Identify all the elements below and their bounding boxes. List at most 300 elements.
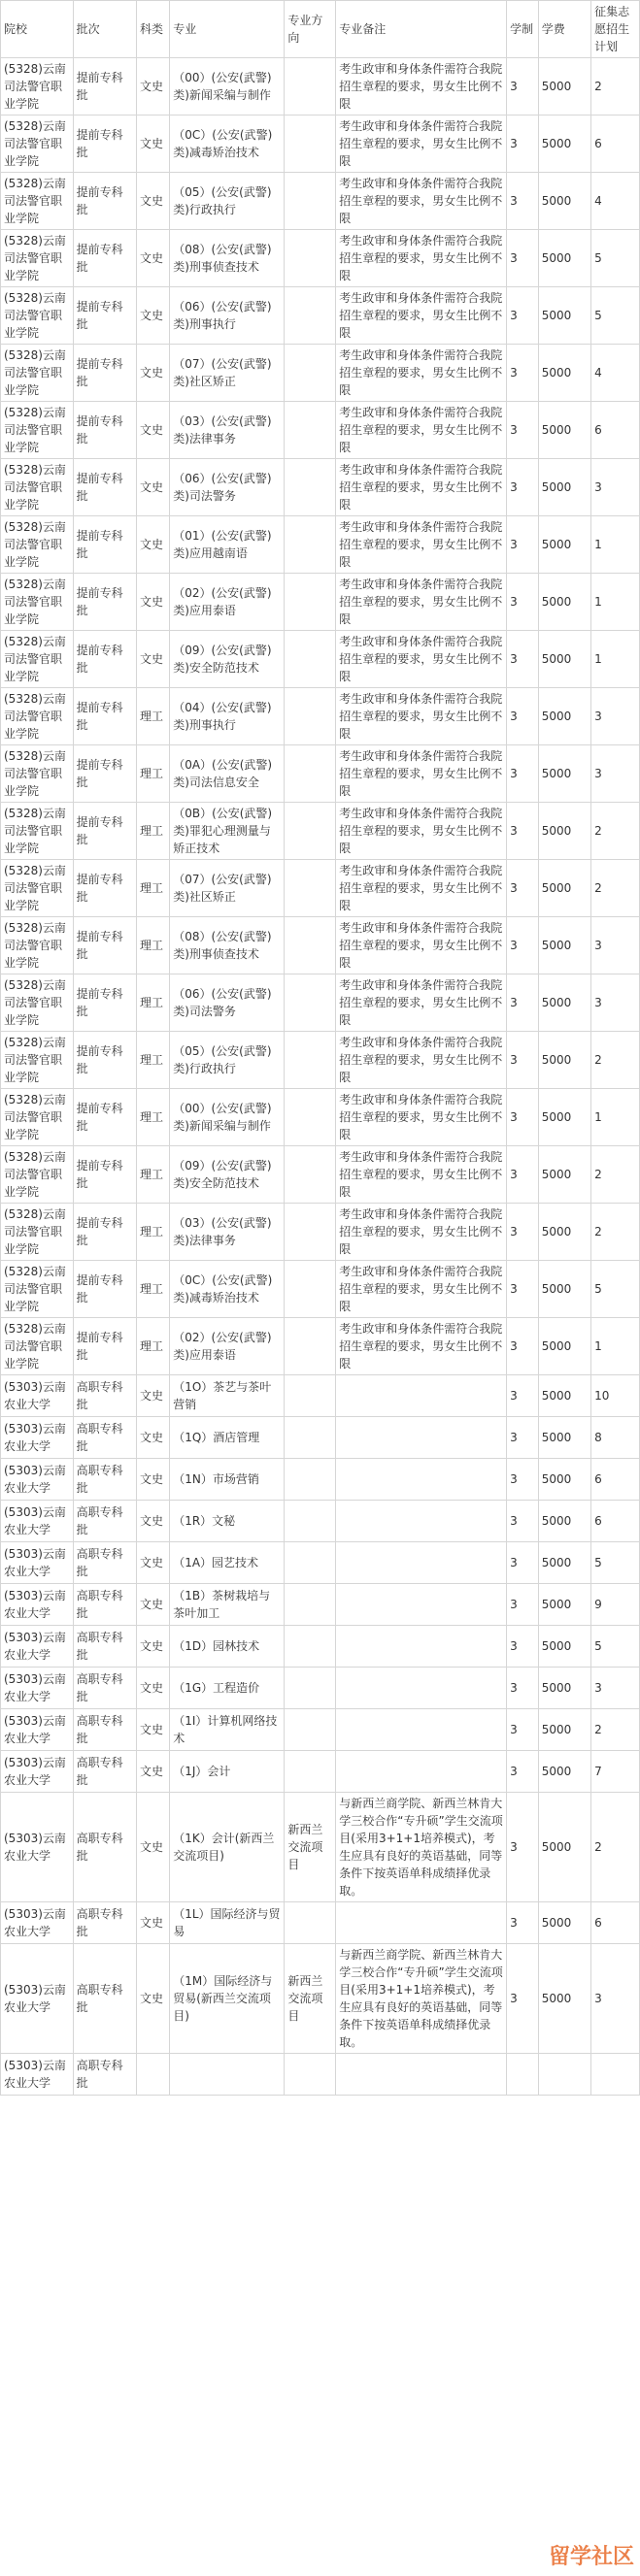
cell-batch: 高职专科批 <box>73 1709 136 1751</box>
cell-category: 理工 <box>136 745 169 803</box>
cell-remark: 考生政审和身体条件需符合我院招生章程的要求，男女生比例不限 <box>336 860 507 917</box>
cell-category: 文史 <box>136 1902 169 1944</box>
cell-duration: 3 <box>507 1709 539 1751</box>
cell-school: (5328)云南司法警官职业学院 <box>1 345 74 402</box>
cell-remark <box>336 1459 507 1501</box>
cell-major: （09）(公安(武警)类)安全防范技术 <box>170 631 285 688</box>
cell-duration: 3 <box>507 631 539 688</box>
header-duration: 学制 <box>507 1 539 58</box>
cell-remark <box>336 1501 507 1542</box>
cell-major: （1L）国际经济与贸易 <box>170 1902 285 1944</box>
cell-duration: 3 <box>507 1459 539 1501</box>
header-direction: 专业方向 <box>285 1 336 58</box>
cell-remark <box>336 1709 507 1751</box>
cell-remark <box>336 1375 507 1417</box>
cell-duration: 3 <box>507 974 539 1032</box>
cell-remark: 与新西兰商学院、新西兰林肯大学三校合作“专升硕”学生交流项目(采用3+1+1培养模式)，考生应具有良好的英语基础，同等条件下按英语单科成绩择优录取。 <box>336 1793 507 1902</box>
table-row <box>1 1542 640 1584</box>
cell-quota: 3 <box>591 688 640 745</box>
cell-tuition: 5000 <box>538 402 590 459</box>
table-row <box>1 1668 640 1709</box>
cell-direction <box>285 2054 336 2096</box>
cell-batch: 提前专科批 <box>73 459 136 516</box>
cell-duration: 3 <box>507 1261 539 1318</box>
cell-tuition: 5000 <box>538 1668 590 1709</box>
cell-category: 文史 <box>136 230 169 287</box>
cell-remark: 考生政审和身体条件需符合我院招生章程的要求，男女生比例不限 <box>336 745 507 803</box>
cell-direction <box>285 1668 336 1709</box>
cell-category: 文史 <box>136 1751 169 1793</box>
cell-major: （1I）计算机网络技术 <box>170 1709 285 1751</box>
cell-remark: 与新西兰商学院、新西兰林肯大学三校合作“专升硕”学生交流项目(采用3+1+1培养模式)，考生应具有良好的英语基础，同等条件下按英语单科成绩择优录取。 <box>336 1944 507 2054</box>
cell-tuition: 5000 <box>538 1584 590 1626</box>
cell-tuition: 5000 <box>538 1032 590 1089</box>
cell-category: 文史 <box>136 1709 169 1751</box>
cell-duration: 3 <box>507 1668 539 1709</box>
cell-remark: 考生政审和身体条件需符合我院招生章程的要求，男女生比例不限 <box>336 1318 507 1375</box>
cell-quota: 3 <box>591 745 640 803</box>
cell-school: (5328)云南司法警官职业学院 <box>1 1032 74 1089</box>
header-tuition: 学费 <box>538 1 590 58</box>
cell-duration: 3 <box>507 287 539 345</box>
cell-major: （1N）市场营销 <box>170 1459 285 1501</box>
cell-major: （0A）(公安(武警)类)司法信息安全 <box>170 745 285 803</box>
cell-major: （01）(公安(武警)类)应用越南语 <box>170 516 285 574</box>
cell-tuition: 5000 <box>538 1793 590 1902</box>
cell-school: (5303)云南农业大学 <box>1 1751 74 1793</box>
cell-tuition: 5000 <box>538 745 590 803</box>
cell-remark: 考生政审和身体条件需符合我院招生章程的要求，男女生比例不限 <box>336 574 507 631</box>
cell-direction <box>285 58 336 116</box>
cell-remark: 考生政审和身体条件需符合我院招生章程的要求，男女生比例不限 <box>336 230 507 287</box>
table-row <box>1 1709 640 1751</box>
cell-remark: 考生政审和身体条件需符合我院招生章程的要求，男女生比例不限 <box>336 345 507 402</box>
cell-school: (5328)云南司法警官职业学院 <box>1 116 74 173</box>
cell-duration: 3 <box>507 574 539 631</box>
cell-major: （05）(公安(武警)类)行政执行 <box>170 173 285 230</box>
cell-tuition: 5000 <box>538 1626 590 1668</box>
cell-major: （1M）国际经济与贸易(新西兰交流项目) <box>170 1944 285 2054</box>
cell-category: 理工 <box>136 1032 169 1089</box>
cell-category: 理工 <box>136 803 169 860</box>
table-row <box>1 1584 640 1626</box>
cell-batch: 提前专科批 <box>73 860 136 917</box>
cell-batch: 提前专科批 <box>73 1089 136 1146</box>
table-row <box>1 402 640 459</box>
cell-school: (5303)云南农业大学 <box>1 1542 74 1584</box>
cell-school: (5303)云南农业大学 <box>1 1459 74 1501</box>
cell-tuition: 5000 <box>538 1204 590 1261</box>
cell-remark <box>336 1751 507 1793</box>
header-quota: 征集志愿招生计划 <box>591 1 640 58</box>
cell-quota: 1 <box>591 1318 640 1375</box>
cell-major: （1Q）酒店管理 <box>170 1417 285 1459</box>
cell-batch: 提前专科批 <box>73 1318 136 1375</box>
cell-major: （0C）(公安(武警)类)减毒矫治技术 <box>170 1261 285 1318</box>
cell-remark <box>336 1417 507 1459</box>
cell-duration: 3 <box>507 1146 539 1204</box>
cell-tuition: 5000 <box>538 1542 590 1584</box>
cell-batch: 提前专科批 <box>73 1032 136 1089</box>
table-row <box>1 745 640 803</box>
cell-quota: 2 <box>591 1032 640 1089</box>
cell-major: （1G）工程造价 <box>170 1668 285 1709</box>
cell-remark: 考生政审和身体条件需符合我院招生章程的要求，男女生比例不限 <box>336 1146 507 1204</box>
cell-batch: 高职专科批 <box>73 1584 136 1626</box>
cell-direction <box>285 631 336 688</box>
cell-school: (5303)云南农业大学 <box>1 2054 74 2096</box>
cell-quota: 5 <box>591 1626 640 1668</box>
table-row <box>1 116 640 173</box>
cell-quota: 5 <box>591 1261 640 1318</box>
cell-category: 文史 <box>136 1626 169 1668</box>
cell-quota: 8 <box>591 1417 640 1459</box>
cell-tuition: 5000 <box>538 1318 590 1375</box>
cell-school: (5303)云南农业大学 <box>1 1626 74 1668</box>
cell-remark: 考生政审和身体条件需符合我院招生章程的要求，男女生比例不限 <box>336 287 507 345</box>
cell-tuition: 5000 <box>538 345 590 402</box>
cell-duration: 3 <box>507 1793 539 1902</box>
cell-category <box>136 2054 169 2096</box>
cell-batch: 提前专科批 <box>73 58 136 116</box>
cell-tuition: 5000 <box>538 58 590 116</box>
cell-remark <box>336 1668 507 1709</box>
cell-category: 文史 <box>136 1668 169 1709</box>
cell-category: 理工 <box>136 860 169 917</box>
cell-batch: 高职专科批 <box>73 1542 136 1584</box>
cell-school: (5303)云南农业大学 <box>1 1501 74 1542</box>
table-row <box>1 1944 640 2054</box>
table-row <box>1 1318 640 1375</box>
table-row <box>1 459 640 516</box>
table-row <box>1 516 640 574</box>
cell-direction <box>285 116 336 173</box>
cell-direction <box>285 860 336 917</box>
table-row <box>1 2054 640 2096</box>
cell-duration: 3 <box>507 1944 539 2054</box>
cell-batch: 提前专科批 <box>73 1204 136 1261</box>
cell-remark <box>336 1902 507 1944</box>
cell-tuition: 5000 <box>538 1944 590 2054</box>
cell-school: (5328)云南司法警官职业学院 <box>1 58 74 116</box>
cell-category: 文史 <box>136 116 169 173</box>
table-row <box>1 1261 640 1318</box>
cell-school: (5328)云南司法警官职业学院 <box>1 860 74 917</box>
cell-quota: 9 <box>591 1584 640 1626</box>
table-row <box>1 860 640 917</box>
cell-duration: 3 <box>507 58 539 116</box>
cell-quota: 1 <box>591 516 640 574</box>
cell-category: 理工 <box>136 974 169 1032</box>
cell-category: 理工 <box>136 1146 169 1204</box>
table-row <box>1 230 640 287</box>
cell-quota: 6 <box>591 402 640 459</box>
cell-batch: 高职专科批 <box>73 1944 136 2054</box>
cell-school: (5303)云南农业大学 <box>1 1417 74 1459</box>
cell-tuition: 5000 <box>538 1417 590 1459</box>
cell-major: （06）(公安(武警)类)司法警务 <box>170 459 285 516</box>
cell-school: (5328)云南司法警官职业学院 <box>1 688 74 745</box>
cell-duration: 3 <box>507 860 539 917</box>
cell-tuition: 5000 <box>538 860 590 917</box>
cell-quota: 5 <box>591 1542 640 1584</box>
cell-category: 理工 <box>136 688 169 745</box>
cell-major: （1B）茶树栽培与茶叶加工 <box>170 1584 285 1626</box>
cell-remark <box>336 1626 507 1668</box>
cell-category: 文史 <box>136 631 169 688</box>
cell-remark <box>336 1584 507 1626</box>
cell-direction <box>285 917 336 974</box>
table-row <box>1 1459 640 1501</box>
cell-school: (5303)云南农业大学 <box>1 1375 74 1417</box>
cell-quota: 2 <box>591 1204 640 1261</box>
cell-batch: 高职专科批 <box>73 1793 136 1902</box>
cell-category: 文史 <box>136 173 169 230</box>
cell-tuition: 5000 <box>538 917 590 974</box>
cell-remark: 考生政审和身体条件需符合我院招生章程的要求，男女生比例不限 <box>336 516 507 574</box>
cell-tuition: 5000 <box>538 230 590 287</box>
cell-major: （0B）(公安(武警)类)罪犯心理测量与矫正技术 <box>170 803 285 860</box>
cell-remark <box>336 2054 507 2096</box>
cell-remark: 考生政审和身体条件需符合我院招生章程的要求，男女生比例不限 <box>336 1261 507 1318</box>
cell-major: （1R）文秘 <box>170 1501 285 1542</box>
cell-tuition <box>538 2054 590 2096</box>
cell-batch: 高职专科批 <box>73 1459 136 1501</box>
cell-direction <box>285 803 336 860</box>
cell-direction <box>285 1204 336 1261</box>
cell-category: 文史 <box>136 1944 169 2054</box>
cell-duration: 3 <box>507 1318 539 1375</box>
cell-tuition: 5000 <box>538 1146 590 1204</box>
cell-school: (5328)云南司法警官职业学院 <box>1 1318 74 1375</box>
cell-duration: 3 <box>507 1501 539 1542</box>
cell-batch: 提前专科批 <box>73 287 136 345</box>
cell-remark: 考生政审和身体条件需符合我院招生章程的要求，男女生比例不限 <box>336 1089 507 1146</box>
cell-direction <box>285 402 336 459</box>
table-row <box>1 287 640 345</box>
cell-quota: 2 <box>591 58 640 116</box>
header-major: 专业 <box>170 1 285 58</box>
cell-direction <box>285 1459 336 1501</box>
table-row <box>1 1793 640 1902</box>
cell-remark: 考生政审和身体条件需符合我院招生章程的要求，男女生比例不限 <box>336 631 507 688</box>
cell-category: 文史 <box>136 459 169 516</box>
cell-major: （00）(公安(武警)类)新闻采编与制作 <box>170 1089 285 1146</box>
cell-category: 文史 <box>136 1542 169 1584</box>
cell-school: (5328)云南司法警官职业学院 <box>1 745 74 803</box>
cell-remark: 考生政审和身体条件需符合我院招生章程的要求，男女生比例不限 <box>336 917 507 974</box>
table-row <box>1 1902 640 1944</box>
cell-quota: 10 <box>591 1375 640 1417</box>
cell-remark: 考生政审和身体条件需符合我院招生章程的要求，男女生比例不限 <box>336 58 507 116</box>
cell-school: (5328)云南司法警官职业学院 <box>1 287 74 345</box>
cell-category: 文史 <box>136 1417 169 1459</box>
cell-tuition: 5000 <box>538 1709 590 1751</box>
cell-direction <box>285 1318 336 1375</box>
cell-major: （1J）会计 <box>170 1751 285 1793</box>
cell-school: (5328)云南司法警官职业学院 <box>1 1204 74 1261</box>
cell-tuition: 5000 <box>538 574 590 631</box>
cell-direction <box>285 1542 336 1584</box>
cell-duration <box>507 2054 539 2096</box>
table-row <box>1 173 640 230</box>
cell-batch: 提前专科批 <box>73 402 136 459</box>
cell-quota: 1 <box>591 1089 640 1146</box>
cell-direction <box>285 1709 336 1751</box>
cell-direction <box>285 459 336 516</box>
cell-direction <box>285 1146 336 1204</box>
cell-tuition: 5000 <box>538 1501 590 1542</box>
cell-duration: 3 <box>507 1902 539 1944</box>
cell-duration: 3 <box>507 1089 539 1146</box>
cell-quota: 2 <box>591 1146 640 1204</box>
cell-direction <box>285 688 336 745</box>
cell-duration: 3 <box>507 1751 539 1793</box>
cell-category: 理工 <box>136 917 169 974</box>
cell-batch: 提前专科批 <box>73 1261 136 1318</box>
cell-direction <box>285 1751 336 1793</box>
cell-tuition: 5000 <box>538 459 590 516</box>
table-row <box>1 688 640 745</box>
cell-batch: 高职专科批 <box>73 1668 136 1709</box>
cell-quota: 3 <box>591 1668 640 1709</box>
cell-direction <box>285 1261 336 1318</box>
header-batch: 批次 <box>73 1 136 58</box>
cell-batch: 提前专科批 <box>73 745 136 803</box>
cell-major <box>170 2054 285 2096</box>
cell-category: 文史 <box>136 516 169 574</box>
table-body <box>1 58 640 2096</box>
cell-major: （1K）会计(新西兰交流项目) <box>170 1793 285 1902</box>
cell-major: （03）(公安(武警)类)法律事务 <box>170 1204 285 1261</box>
cell-quota: 3 <box>591 459 640 516</box>
cell-major: （07）(公安(武警)类)社区矫正 <box>170 345 285 402</box>
cell-quota: 2 <box>591 1793 640 1902</box>
cell-category: 文史 <box>136 345 169 402</box>
cell-batch: 高职专科批 <box>73 2054 136 2096</box>
cell-duration: 3 <box>507 116 539 173</box>
cell-category: 文史 <box>136 1375 169 1417</box>
table-row <box>1 1626 640 1668</box>
cell-batch: 提前专科批 <box>73 574 136 631</box>
cell-category: 文史 <box>136 1459 169 1501</box>
cell-school: (5303)云南农业大学 <box>1 1902 74 1944</box>
cell-school: (5303)云南农业大学 <box>1 1584 74 1626</box>
cell-direction <box>285 516 336 574</box>
cell-tuition: 5000 <box>538 1751 590 1793</box>
cell-category: 文史 <box>136 1793 169 1902</box>
cell-major: （08）(公安(武警)类)刑事侦查技术 <box>170 917 285 974</box>
cell-remark: 考生政审和身体条件需符合我院招生章程的要求，男女生比例不限 <box>336 688 507 745</box>
cell-tuition: 5000 <box>538 116 590 173</box>
cell-category: 理工 <box>136 1318 169 1375</box>
cell-direction <box>285 574 336 631</box>
cell-tuition: 5000 <box>538 974 590 1032</box>
cell-category: 文史 <box>136 1584 169 1626</box>
cell-major: （02）(公安(武警)类)应用泰语 <box>170 1318 285 1375</box>
cell-school: (5328)云南司法警官职业学院 <box>1 459 74 516</box>
cell-school: (5328)云南司法警官职业学院 <box>1 173 74 230</box>
cell-direction <box>285 1902 336 1944</box>
cell-duration: 3 <box>507 688 539 745</box>
cell-school: (5303)云南农业大学 <box>1 1668 74 1709</box>
cell-batch: 高职专科批 <box>73 1902 136 1944</box>
cell-tuition: 5000 <box>538 688 590 745</box>
cell-tuition: 5000 <box>538 1459 590 1501</box>
cell-duration: 3 <box>507 917 539 974</box>
cell-quota: 3 <box>591 917 640 974</box>
cell-tuition: 5000 <box>538 287 590 345</box>
table-row <box>1 345 640 402</box>
cell-quota: 6 <box>591 1459 640 1501</box>
cell-school: (5328)云南司法警官职业学院 <box>1 803 74 860</box>
cell-major: （1A）园艺技术 <box>170 1542 285 1584</box>
cell-major: （06）(公安(武警)类)刑事执行 <box>170 287 285 345</box>
cell-quota: 4 <box>591 173 640 230</box>
cell-school: (5303)云南农业大学 <box>1 1709 74 1751</box>
cell-school: (5328)云南司法警官职业学院 <box>1 516 74 574</box>
cell-major: （1D）园林技术 <box>170 1626 285 1668</box>
cell-tuition: 5000 <box>538 516 590 574</box>
cell-direction <box>285 1032 336 1089</box>
cell-duration: 3 <box>507 1204 539 1261</box>
cell-duration: 3 <box>507 345 539 402</box>
cell-batch: 提前专科批 <box>73 173 136 230</box>
cell-duration: 3 <box>507 1626 539 1668</box>
cell-duration: 3 <box>507 402 539 459</box>
cell-duration: 3 <box>507 1542 539 1584</box>
cell-direction <box>285 287 336 345</box>
cell-direction <box>285 974 336 1032</box>
cell-category: 文史 <box>136 402 169 459</box>
header-category: 科类 <box>136 1 169 58</box>
cell-remark: 考生政审和身体条件需符合我院招生章程的要求，男女生比例不限 <box>336 116 507 173</box>
cell-remark: 考生政审和身体条件需符合我院招生章程的要求，男女生比例不限 <box>336 459 507 516</box>
cell-direction <box>285 1584 336 1626</box>
cell-quota: 4 <box>591 345 640 402</box>
cell-direction: 新西兰交流项目 <box>285 1944 336 2054</box>
cell-tuition: 5000 <box>538 631 590 688</box>
cell-major: （0C）(公安(武警)类)减毒矫治技术 <box>170 116 285 173</box>
cell-remark: 考生政审和身体条件需符合我院招生章程的要求，男女生比例不限 <box>336 974 507 1032</box>
cell-remark: 考生政审和身体条件需符合我院招生章程的要求，男女生比例不限 <box>336 1032 507 1089</box>
cell-remark <box>336 1542 507 1584</box>
cell-duration: 3 <box>507 516 539 574</box>
cell-tuition: 5000 <box>538 173 590 230</box>
cell-quota: 2 <box>591 803 640 860</box>
cell-duration: 3 <box>507 230 539 287</box>
cell-school: (5328)云南司法警官职业学院 <box>1 402 74 459</box>
cell-remark: 考生政审和身体条件需符合我院招生章程的要求，男女生比例不限 <box>336 1204 507 1261</box>
table-row <box>1 1501 640 1542</box>
cell-major: （03）(公安(武警)类)法律事务 <box>170 402 285 459</box>
table-row <box>1 974 640 1032</box>
cell-direction <box>285 1501 336 1542</box>
cell-category: 理工 <box>136 1089 169 1146</box>
cell-batch: 提前专科批 <box>73 516 136 574</box>
cell-remark: 考生政审和身体条件需符合我院招生章程的要求，男女生比例不限 <box>336 803 507 860</box>
table-row <box>1 917 640 974</box>
cell-school: (5303)云南农业大学 <box>1 1793 74 1902</box>
cell-school: (5328)云南司法警官职业学院 <box>1 1089 74 1146</box>
cell-category: 理工 <box>136 1204 169 1261</box>
cell-quota <box>591 2054 640 2096</box>
cell-duration: 3 <box>507 803 539 860</box>
cell-batch: 高职专科批 <box>73 1501 136 1542</box>
cell-category: 文史 <box>136 1501 169 1542</box>
cell-major: （06）(公安(武警)类)司法警务 <box>170 974 285 1032</box>
cell-batch: 提前专科批 <box>73 345 136 402</box>
